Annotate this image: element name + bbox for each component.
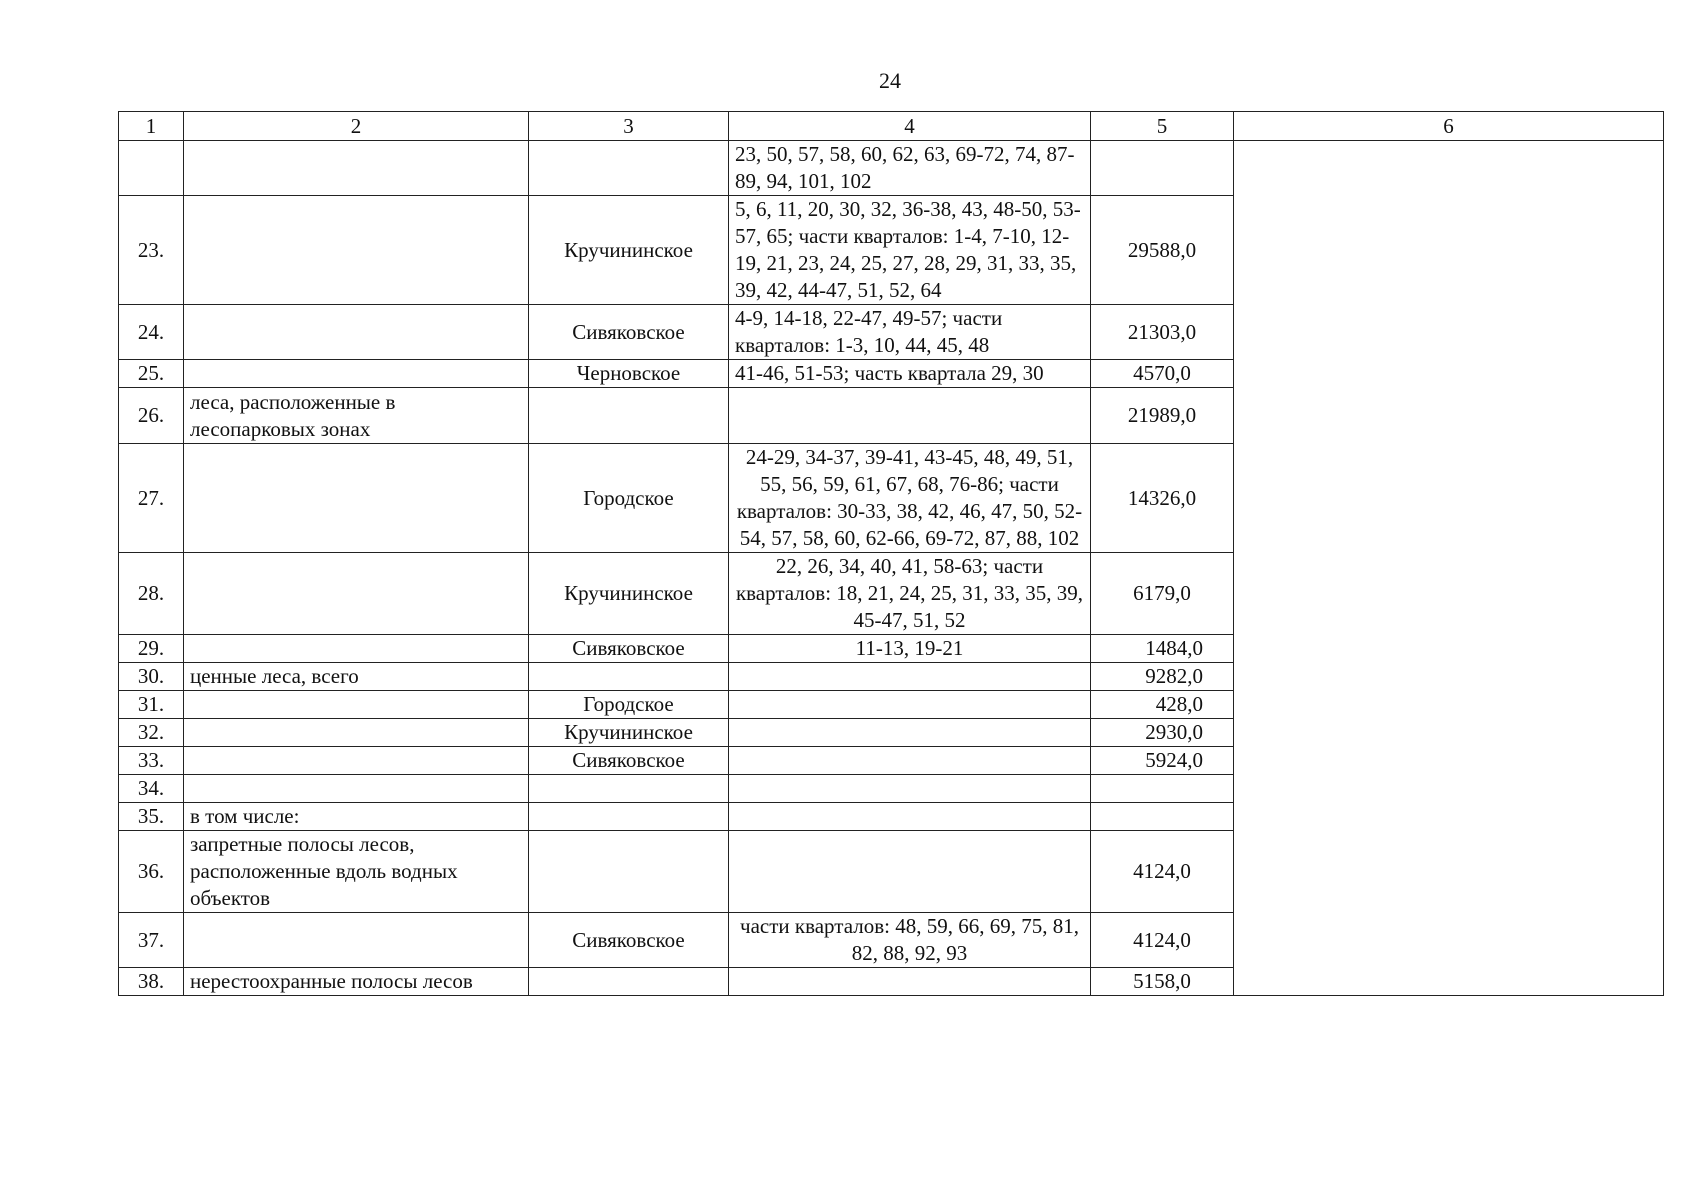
column-header-1: 1: [119, 112, 184, 141]
category-cell: нерестоохранные полосы лесов: [184, 968, 529, 996]
row-number: 38.: [119, 968, 184, 996]
column-6-cell: [1234, 141, 1664, 996]
forestry-cell: Кручининское: [529, 196, 729, 305]
category-cell: [184, 747, 529, 775]
quarters-cell: [729, 719, 1091, 747]
quarters-cell: [729, 663, 1091, 691]
column-header-3: 3: [529, 112, 729, 141]
forestry-cell: Кручининское: [529, 553, 729, 635]
area-cell: 9282,0: [1091, 663, 1234, 691]
forestry-cell: Сивяковское: [529, 913, 729, 968]
quarters-cell: [729, 968, 1091, 996]
row-number: [119, 141, 184, 196]
forestry-cell: [529, 663, 729, 691]
row-number: 27.: [119, 444, 184, 553]
category-cell: ценные леса, всего: [184, 663, 529, 691]
category-cell: в том числе:: [184, 803, 529, 831]
forest-table: [118, 111, 1664, 996]
quarters-cell: [729, 388, 1091, 444]
forestry-cell: Кручининское: [529, 719, 729, 747]
area-cell: 21303,0: [1091, 305, 1234, 360]
category-cell: [184, 141, 529, 196]
row-number: 29.: [119, 635, 184, 663]
forestry-cell: [529, 775, 729, 803]
column-header-5: 5: [1091, 112, 1234, 141]
category-cell: [184, 775, 529, 803]
quarters-cell: [729, 803, 1091, 831]
forestry-cell: [529, 803, 729, 831]
column-header-4: 4: [729, 112, 1091, 141]
quarters-cell: 23, 50, 57, 58, 60, 62, 63, 69-72, 74, 87-89, 94, 101, 102: [729, 141, 1091, 196]
quarters-cell: 11-13, 19-21: [729, 635, 1091, 663]
forestry-cell: [529, 141, 729, 196]
row-number: 36.: [119, 831, 184, 913]
area-cell: 6179,0: [1091, 553, 1234, 635]
row-number: 35.: [119, 803, 184, 831]
forestry-cell: Сивяковское: [529, 305, 729, 360]
page-number: 24: [879, 68, 901, 93]
row-number: 26.: [119, 388, 184, 444]
forestry-cell: Городское: [529, 444, 729, 553]
area-cell: 29588,0: [1091, 196, 1234, 305]
table-row: [119, 141, 1664, 196]
quarters-cell: 4-9, 14-18, 22-47, 49-57; части кварталов: 1-3, 10, 44, 45, 48: [729, 305, 1091, 360]
category-cell: [184, 913, 529, 968]
category-cell: запретные полосы лесов, расположенные вдоль водных объектов: [184, 831, 529, 913]
quarters-cell: 22, 26, 34, 40, 41, 58-63; части кварталов: 18, 21, 24, 25, 31, 33, 35, 39, 45-47, 51, 52: [729, 553, 1091, 635]
row-number: 37.: [119, 913, 184, 968]
column-header-2: 2: [184, 112, 529, 141]
area-cell: [1091, 775, 1234, 803]
row-number: 24.: [119, 305, 184, 360]
category-cell: [184, 305, 529, 360]
quarters-cell: [729, 775, 1091, 803]
row-number: 32.: [119, 719, 184, 747]
area-cell: 14326,0: [1091, 444, 1234, 553]
quarters-cell: [729, 747, 1091, 775]
category-cell: [184, 444, 529, 553]
area-cell: [1091, 141, 1234, 196]
column-header-6: 6: [1234, 112, 1664, 141]
category-cell: [184, 635, 529, 663]
row-number: 34.: [119, 775, 184, 803]
forestry-cell: Сивяковское: [529, 635, 729, 663]
forestry-cell: Сивяковское: [529, 747, 729, 775]
area-cell: 4124,0: [1091, 913, 1234, 968]
quarters-cell: 41-46, 51-53; часть квартала 29, 30: [729, 360, 1091, 388]
category-cell: [184, 196, 529, 305]
forestry-cell: Черновское: [529, 360, 729, 388]
area-cell: 4570,0: [1091, 360, 1234, 388]
quarters-cell: 24-29, 34-37, 39-41, 43-45, 48, 49, 51, 55, 56, 59, 61, 67, 68, 76-86; части кварталов: 30-33, 38, 42, 46, 47, 50, 52-54, 57, 58, 60, 62-66, 69-72, 87, 88, 102: [729, 444, 1091, 553]
quarters-cell: части кварталов: 48, 59, 66, 69, 75, 81, 82, 88, 92, 93: [729, 913, 1091, 968]
category-cell: [184, 553, 529, 635]
category-cell: леса, расположенные в лесопарковых зонах: [184, 388, 529, 444]
area-cell: 5158,0: [1091, 968, 1234, 996]
row-number: 28.: [119, 553, 184, 635]
forestry-cell: [529, 831, 729, 913]
column-number-row: [119, 112, 1664, 141]
row-number: 31.: [119, 691, 184, 719]
forestry-cell: [529, 388, 729, 444]
forestry-cell: [529, 968, 729, 996]
row-number: 23.: [119, 196, 184, 305]
row-number: 25.: [119, 360, 184, 388]
quarters-cell: [729, 831, 1091, 913]
area-cell: 2930,0: [1091, 719, 1234, 747]
category-cell: [184, 719, 529, 747]
area-cell: 428,0: [1091, 691, 1234, 719]
row-number: 33.: [119, 747, 184, 775]
area-cell: 4124,0: [1091, 831, 1234, 913]
forestry-cell: Городское: [529, 691, 729, 719]
area-cell: [1091, 803, 1234, 831]
area-cell: 5924,0: [1091, 747, 1234, 775]
category-cell: [184, 360, 529, 388]
category-cell: [184, 691, 529, 719]
row-number: 30.: [119, 663, 184, 691]
area-cell: 1484,0: [1091, 635, 1234, 663]
area-cell: 21989,0: [1091, 388, 1234, 444]
quarters-cell: 5, 6, 11, 20, 30, 32, 36-38, 43, 48-50, 53-57, 65; части кварталов: 1-4, 7-10, 12-19, 21, 23, 24, 25, 27, 28, 29, 31, 33, 35, 39, 42, 44-47, 51, 52, 64: [729, 196, 1091, 305]
quarters-cell: [729, 691, 1091, 719]
